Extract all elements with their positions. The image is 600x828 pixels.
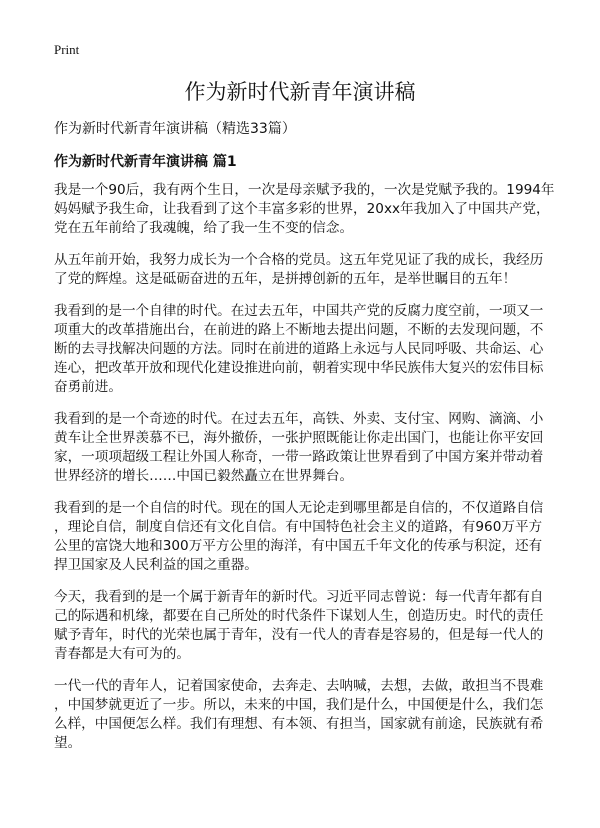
paragraph-line: ，理论自信，制度自信还有文化自信。有中国特色社会主义的道路，有960万平方 — [54, 519, 543, 535]
paragraph-line: 从五年前开始，我努力成长为一个合格的党员。这五年党见证了我的成长，我经历 — [54, 252, 544, 268]
section-heading: 作为新时代新青年演讲稿 篇1 — [54, 154, 237, 170]
paragraph-line: 家，一项项超级工程让外国人称奇，一带一路政策让世界看到了中国方案并带动着 — [54, 449, 544, 465]
paragraph-line: 妈妈赋予我生命，让我看到了这个丰富多彩的世界，20xx年我加入了中国共产党， — [54, 201, 550, 217]
paragraph — [54, 181, 554, 238]
paragraph-line: 我是一个90后，我有两个生日，一次是母亲赋予我的，一次是党赋予我的。1994年 — [54, 182, 555, 198]
paragraph — [54, 499, 554, 575]
paragraph-line: 奋勇前进。 — [54, 379, 122, 395]
paragraph-line: 今天，我看到的是一个属于新青年的新时代。习近平同志曾说：每一代青年都有自 — [54, 589, 544, 605]
paragraph-line: 项重大的改革措施出台，在前进的路上不断地去提出问题，不断的去发现问题，不 — [54, 322, 544, 338]
paragraph — [54, 302, 554, 397]
paragraph-line: 了党的辉煌。这是砥砺奋进的五年，是拼搏创新的五年，是举世瞩目的五年！ — [54, 271, 517, 287]
paragraph-line: 望。 — [54, 735, 82, 751]
paragraph-line: 捍卫国家及人民利益的国之重器。 — [54, 557, 258, 573]
paragraph-line: 公里的富饶大地和300万平方公里的海洋，有中国五千年文化的传承与积淀，还有 — [54, 538, 543, 554]
document-title: 作为新时代新青年演讲稿 — [184, 80, 416, 104]
paragraph — [54, 677, 554, 753]
paragraph-line: 己的际遇和机缘，都要在自己所处的时代条件下谋划人生，创造历史。时代的责任 — [54, 608, 544, 624]
paragraph-line: ，中国梦就更近了一步。所以，未来的中国，我们是什么，中国便是什么，我们怎 — [54, 697, 544, 713]
paragraph-line: 我看到的是一个自律的时代。在过去五年，中国共产党的反腐力度空前，一项又一 — [54, 303, 544, 319]
paragraph-line: 连心，把改革开放和现代化建设推进向前，朝着实现中华民族伟大复兴的宏伟目标 — [54, 360, 544, 376]
paragraph-line: 党在五年前给了我魂魄，给了我一生不变的信念。 — [54, 220, 354, 236]
paragraph — [54, 251, 554, 289]
paragraph-line: 黄车让全世界羡慕不已，海外撤侨，一张护照既能让你走出国门，也能让你平安回 — [54, 430, 544, 446]
paragraph-line: 青春都是大有可为的。 — [54, 646, 190, 662]
paragraph — [54, 410, 554, 486]
paragraph-line: 世界经济的增长……中国已毅然矗立在世界舞台。 — [54, 468, 354, 484]
print-link[interactable]: Print — [54, 42, 80, 57]
document-subtitle: 作为新时代新青年演讲稿（精选33篇） — [54, 121, 296, 137]
paragraph — [54, 588, 554, 664]
paragraph-line: 我看到的是一个自信的时代。现在的国人无论走到哪里都是自信的，不仅道路自信 — [54, 500, 544, 516]
paragraph-line: 么样，中国便怎么样。我们有理想、有本领、有担当，国家就有前途，民族就有希 — [54, 716, 544, 732]
paragraph-line: 赋予青年，时代的光荣也属于青年，没有一代人的青春是容易的，但是每一代人的 — [54, 627, 544, 643]
paragraph-line: 一代一代的青年人，记着国家使命，去奔走、去呐喊，去想，去做，敢担当不畏难 — [54, 678, 544, 694]
paragraph-line: 断的去寻找解决问题的方法。同时在前进的道路上永远与人民同呼吸、共命运、心 — [54, 341, 544, 357]
paragraph-line: 我看到的是一个奇迹的时代。在过去五年，高铁、外卖、支付宝、网购、滴滴、小 — [54, 411, 544, 427]
document-body — [54, 181, 554, 753]
